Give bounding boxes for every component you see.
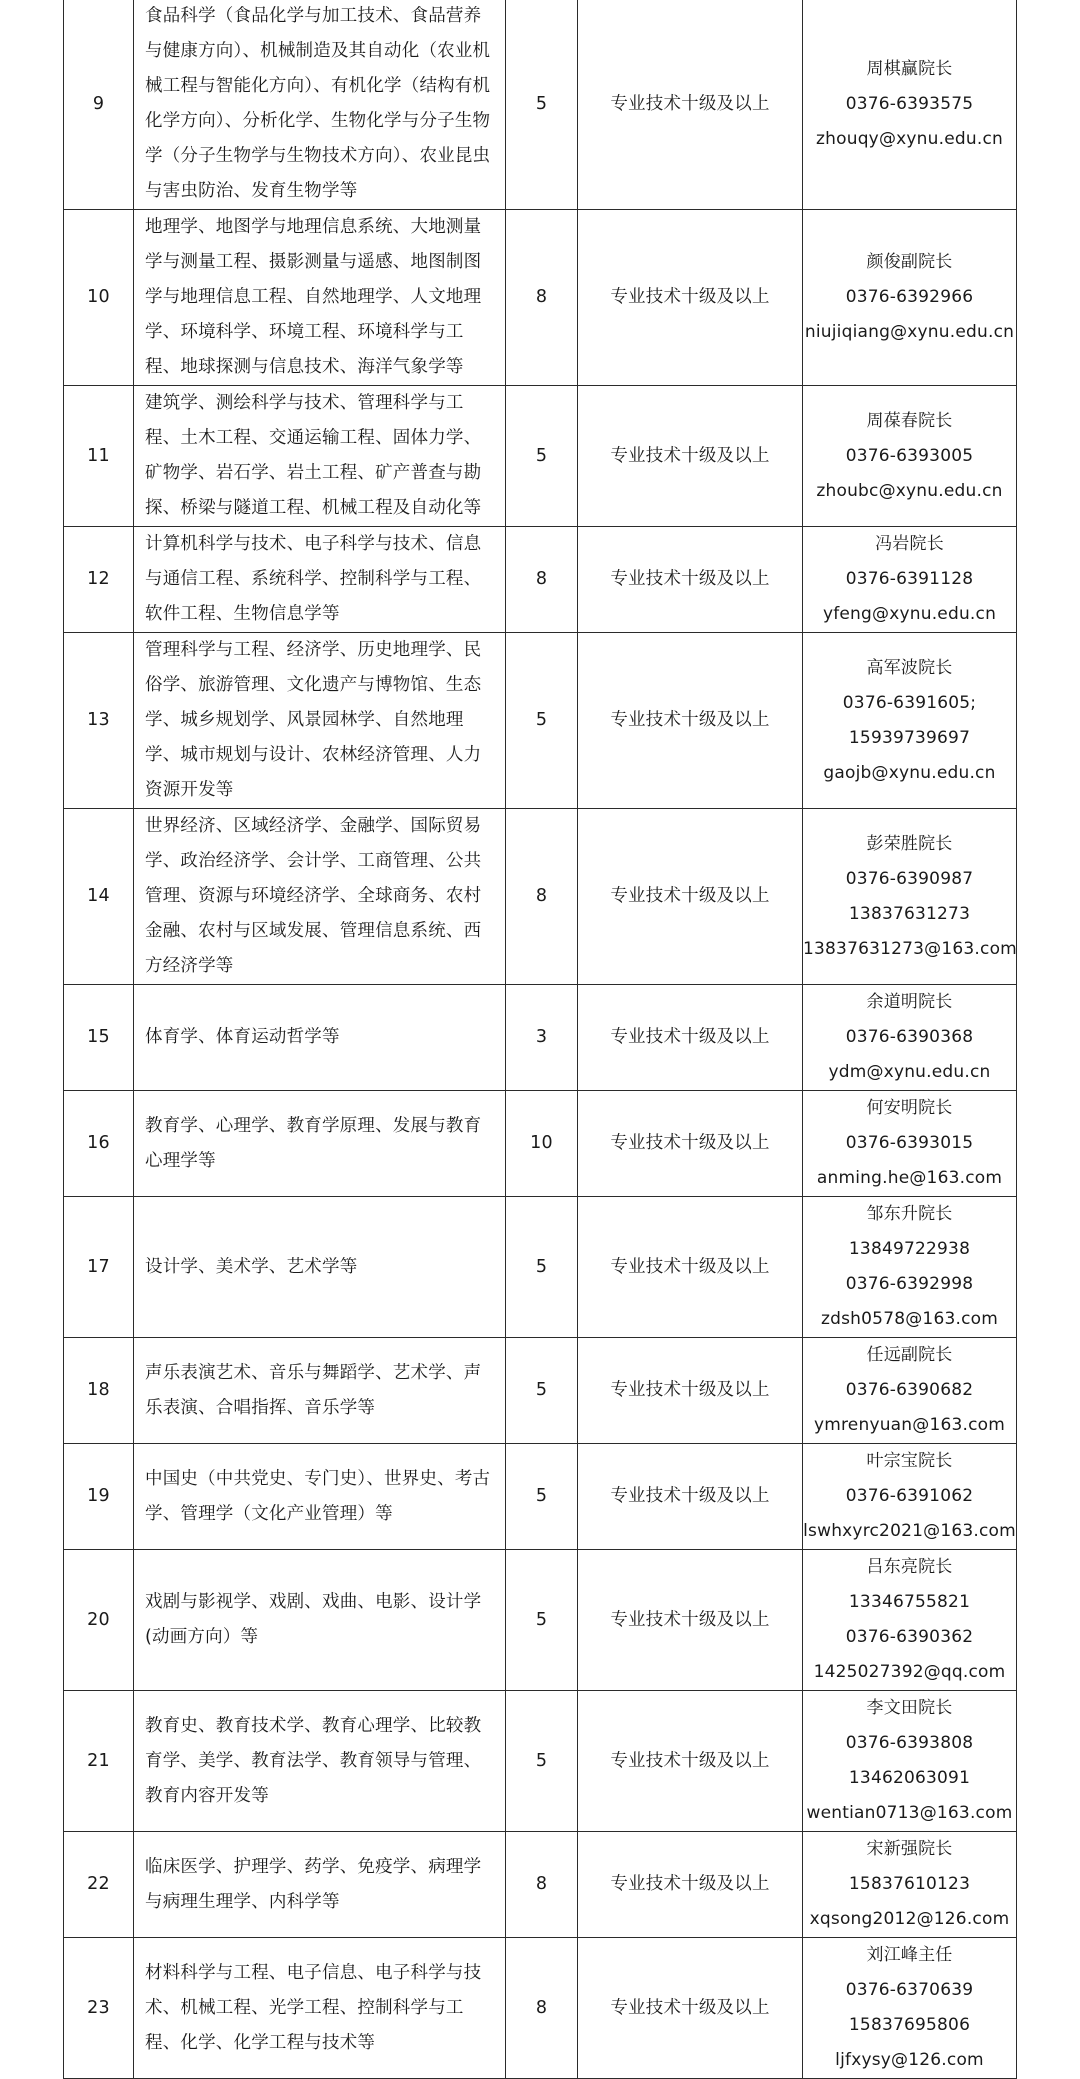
- row-number: 14: [64, 809, 134, 985]
- contact-email: gaojb@xynu.edu.cn: [823, 762, 996, 783]
- title-requirement: 专业技术十级及以上: [578, 985, 803, 1091]
- table-row: [64, 386, 1017, 527]
- contact-info: [803, 386, 1017, 527]
- contact-info: [803, 1338, 1017, 1444]
- position-count: 8: [506, 1938, 578, 2079]
- title-requirement: 专业技术十级及以上: [578, 527, 803, 633]
- contact-email: lswhxyrc2021@163.com: [803, 1521, 1016, 1541]
- contact-email: 13837631273@163.com: [803, 938, 1017, 959]
- title-requirement: 专业技术十级及以上: [578, 1550, 803, 1691]
- recruitment-table-container: [63, 0, 1016, 2079]
- required-majors: 食品科学（食品化学与加工技术、食品营养与健康方向）、机械制造及其自动化（农业机械工程与智能化方向）、有机化学（结构有机化学方向）、分析化学、生物化学与分子生物学（分子生物学与生物技术方向）、农业昆虫与害虫防治、发育生物学等: [134, 0, 506, 210]
- contact-person: 彭荣胜院长: [866, 833, 953, 854]
- position-count: 10: [506, 1091, 578, 1197]
- required-majors: 声乐表演艺术、音乐与舞蹈学、艺术学、声乐表演、合唱指挥、音乐学等: [134, 1338, 506, 1444]
- row-number: 11: [64, 386, 134, 527]
- position-count: 5: [506, 1444, 578, 1550]
- required-majors: 临床医学、护理学、药学、免疫学、病理学与病理生理学、内科学等: [134, 1832, 506, 1938]
- title-requirement: 专业技术十级及以上: [578, 633, 803, 809]
- position-count: 5: [506, 386, 578, 527]
- contact-person: 高军波院长: [866, 657, 953, 678]
- table-row: [64, 210, 1017, 386]
- required-majors: 教育学、心理学、教育学原理、发展与教育心理学等: [134, 1091, 506, 1197]
- contact-info: [803, 1444, 1017, 1550]
- contact-email: zdsh0578@163.com: [821, 1309, 998, 1329]
- contact-person: 余道明院长: [866, 992, 953, 1012]
- contact-info: [803, 1832, 1017, 1938]
- position-count: 8: [506, 809, 578, 985]
- contact-info: [803, 1091, 1017, 1197]
- contact-info: [803, 1197, 1017, 1338]
- row-number: 13: [64, 633, 134, 809]
- position-count: 5: [506, 0, 578, 210]
- contact-person: 颜俊副院长: [866, 252, 953, 272]
- contact-info: [803, 1550, 1017, 1691]
- row-number: 15: [64, 985, 134, 1091]
- table-row: [64, 1091, 1017, 1197]
- required-majors: 管理科学与工程、经济学、历史地理学、民俗学、旅游管理、文化遗产与博物馆、生态学、城乡规划学、风景园林学、自然地理学、城市规划与设计、农林经济管理、人力资源开发等: [134, 633, 506, 809]
- title-requirement: 专业技术十级及以上: [578, 809, 803, 985]
- table-row: [64, 1338, 1017, 1444]
- contact-info: [803, 210, 1017, 386]
- contact-email: zhoubc@xynu.edu.cn: [816, 480, 1003, 501]
- title-requirement: 专业技术十级及以上: [578, 1938, 803, 2079]
- contact-phone: 0376-6390362: [845, 1627, 974, 1647]
- contact-phone: 0376-6391062: [845, 1486, 974, 1506]
- row-number: 9: [64, 0, 134, 210]
- contact-email: ljfxysy@126.com: [835, 2050, 984, 2070]
- contact-email: 1425027392@qq.com: [813, 1662, 1006, 1682]
- title-requirement: 专业技术十级及以上: [578, 1338, 803, 1444]
- title-requirement: 专业技术十级及以上: [578, 1691, 803, 1832]
- contact-info: [803, 809, 1017, 985]
- contact-email: yfeng@xynu.edu.cn: [822, 604, 997, 624]
- required-majors: 戏剧与影视学、戏剧、戏曲、电影、设计学(动画方向）等: [134, 1550, 506, 1691]
- contact-email: ydm@xynu.edu.cn: [828, 1062, 991, 1082]
- table-row: [64, 1550, 1017, 1691]
- contact-email: xqsong2012@126.com: [809, 1909, 1010, 1929]
- contact-person: 任远副院长: [866, 1345, 953, 1365]
- contact-phone: 0376-6393015: [845, 1133, 974, 1153]
- table-row: [64, 1938, 1017, 2079]
- contact-info: [803, 1938, 1017, 2079]
- contact-mobile: 13346755821: [848, 1592, 971, 1612]
- title-requirement: 专业技术十级及以上: [578, 1091, 803, 1197]
- contact-info: [803, 527, 1017, 633]
- position-count: 8: [506, 1832, 578, 1938]
- contact-email: ymrenyuan@163.com: [813, 1415, 1006, 1435]
- table-row: [64, 1832, 1017, 1938]
- contact-phone: 0376-6392966: [845, 287, 974, 307]
- table-row: [64, 0, 1017, 210]
- title-requirement: 专业技术十级及以上: [578, 1197, 803, 1338]
- position-count: 8: [506, 527, 578, 633]
- contact-phone: 0376-6392998: [845, 1274, 974, 1294]
- contact-phone: 0376-6390368: [845, 1027, 974, 1047]
- title-requirement: 专业技术十级及以上: [578, 386, 803, 527]
- title-requirement: 专业技术十级及以上: [578, 1832, 803, 1938]
- contact-person: 吕东亮院长: [866, 1557, 953, 1577]
- row-number: 23: [64, 1938, 134, 2079]
- contact-info: [803, 985, 1017, 1091]
- contact-person: 周葆春院长: [866, 410, 953, 431]
- row-number: 12: [64, 527, 134, 633]
- contact-mobile: 15837695806: [848, 2015, 971, 2035]
- row-number: 16: [64, 1091, 134, 1197]
- required-majors: 中国史（中共党史、专门史）、世界史、考古学、管理学（文化产业管理）等: [134, 1444, 506, 1550]
- contact-email: wentian0713@163.com: [806, 1803, 1013, 1823]
- contact-email: zhouqy@xynu.edu.cn: [816, 128, 1003, 149]
- row-number: 20: [64, 1550, 134, 1691]
- position-count: 5: [506, 1691, 578, 1832]
- contact-phone: 0376-6391128: [845, 569, 974, 589]
- contact-person: 周棋赢院长: [866, 58, 953, 79]
- title-requirement: 专业技术十级及以上: [578, 1444, 803, 1550]
- title-requirement: 专业技术十级及以上: [578, 210, 803, 386]
- contact-phone: 0376-6390987: [845, 868, 974, 889]
- contact-phone: 0376-6390682: [845, 1380, 974, 1400]
- contact-mobile: 15939739697: [848, 727, 971, 748]
- position-count: 5: [506, 633, 578, 809]
- contact-person: 何安明院长: [866, 1098, 953, 1118]
- row-number: 22: [64, 1832, 134, 1938]
- recruitment-table: [63, 0, 1017, 2079]
- table-row: [64, 985, 1017, 1091]
- contact-mobile: 13849722938: [848, 1239, 971, 1259]
- contact-mobile: 13837631273: [848, 903, 971, 924]
- title-requirement: 专业技术十级及以上: [578, 0, 803, 210]
- row-number: 18: [64, 1338, 134, 1444]
- position-count: 5: [506, 1197, 578, 1338]
- row-number: 21: [64, 1691, 134, 1832]
- contact-mobile: 15837610123: [848, 1874, 971, 1894]
- contact-phone: 0376-6393808: [845, 1733, 974, 1753]
- contact-phone: 0376-6370639: [845, 1980, 974, 2000]
- table-row: [64, 1197, 1017, 1338]
- position-count: 3: [506, 985, 578, 1091]
- required-majors: 教育史、教育技术学、教育心理学、比较教育学、美学、教育法学、教育领导与管理、教育内容开发等: [134, 1691, 506, 1832]
- required-majors: 计算机科学与技术、电子科学与技术、信息与通信工程、系统科学、控制科学与工程、软件工程、生物信息学等: [134, 527, 506, 633]
- table-body: [64, 0, 1017, 2079]
- contact-person: 冯岩院长: [875, 534, 944, 554]
- contact-person: 宋新强院长: [866, 1839, 953, 1859]
- contact-info: [803, 633, 1017, 809]
- contact-phone: 0376-6391605;: [842, 692, 977, 713]
- contact-phone: 0376-6393005: [845, 445, 974, 466]
- row-number: 10: [64, 210, 134, 386]
- contact-person: 叶宗宝院长: [866, 1451, 953, 1471]
- table-row: [64, 1444, 1017, 1550]
- required-majors: 建筑学、测绘科学与技术、管理科学与工程、土木工程、交通运输工程、固体力学、矿物学、岩石学、岩土工程、矿产普查与勘探、桥梁与隧道工程、机械工程及自动化等: [134, 386, 506, 527]
- contact-info: [803, 1691, 1017, 1832]
- contact-info: [803, 0, 1017, 210]
- table-row: [64, 1691, 1017, 1832]
- row-number: 19: [64, 1444, 134, 1550]
- table-row: [64, 809, 1017, 985]
- contact-email: niujiqiang@xynu.edu.cn: [804, 322, 1015, 342]
- contact-mobile: 13462063091: [848, 1768, 971, 1788]
- contact-phone: 0376-6393575: [845, 93, 974, 114]
- contact-person: 邹东升院长: [866, 1204, 953, 1224]
- required-majors: 体育学、体育运动哲学等: [134, 985, 506, 1091]
- required-majors: 材料科学与工程、电子信息、电子科学与技术、机械工程、光学工程、控制科学与工程、化学、化学工程与技术等: [134, 1938, 506, 2079]
- position-count: 8: [506, 210, 578, 386]
- position-count: 5: [506, 1338, 578, 1444]
- contact-person: 刘江峰主任: [866, 1945, 953, 1965]
- required-majors: 设计学、美术学、艺术学等: [134, 1197, 506, 1338]
- table-row: [64, 633, 1017, 809]
- position-count: 5: [506, 1550, 578, 1691]
- contact-person: 李文田院长: [866, 1698, 953, 1718]
- table-row: [64, 527, 1017, 633]
- contact-email: anming.he@163.com: [816, 1168, 1003, 1188]
- row-number: 17: [64, 1197, 134, 1338]
- required-majors: 世界经济、区域经济学、金融学、国际贸易学、政治经济学、会计学、工商管理、公共管理、资源与环境经济学、全球商务、农村金融、农村与区域发展、管理信息系统、西方经济学等: [134, 809, 506, 985]
- required-majors: 地理学、地图学与地理信息系统、大地测量学与测量工程、摄影测量与遥感、地图制图学与地理信息工程、自然地理学、人文地理学、环境科学、环境工程、环境科学与工程、地球探测与信息技术、海洋气象学等: [134, 210, 506, 386]
